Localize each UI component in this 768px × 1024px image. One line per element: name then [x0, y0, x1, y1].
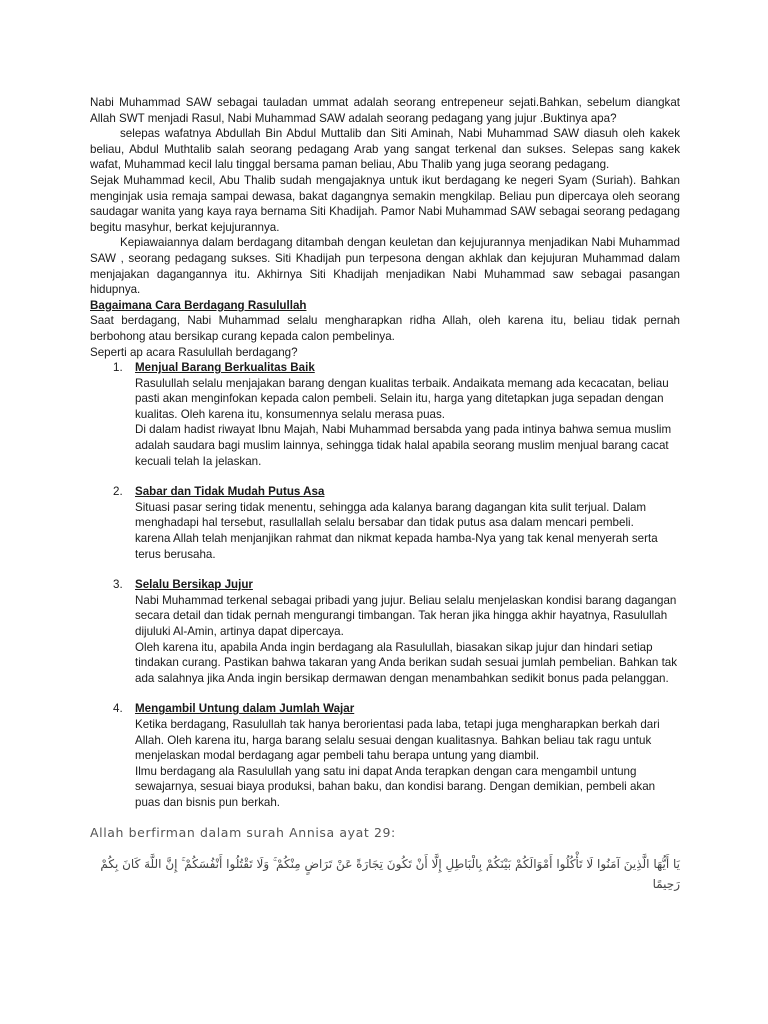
list-item-body — [135, 376, 680, 470]
list-item-paragraph: Rasulullah selalu menjajakan barang dengan kualitas terbaik. Andaikata memang ada kecacatan, beliau pasti akan menginfokan kepada calon pembeli. Selain itu, harga yang ditetapkan juga sepadan dengan kualitas. Oleh karena itu, konsumennya selalu merasa puas. — [135, 376, 669, 421]
list-item-body — [135, 717, 680, 811]
list-number: 1. — [113, 361, 123, 375]
intro-paragraph-4: Kepiawaiannya dalam berdagang ditambah dengan keuletan dan kejujurannya menjadikan Nabi Muhammad SAW , seorang pedagang sukses. Siti Khadijah pun terpesona dengan akhlak dan kejujuran Muhammad dalam menjajakan dagangannya itu. Akhirnya Siti Khadijah menjadikan Nabi Muhammad saw sebagai pasangan hidupnya. — [90, 236, 680, 297]
list-number: 4. — [113, 702, 123, 716]
section-question: Seperti ap acara Rasulullah berdagang? — [90, 345, 298, 359]
intro-paragraph-3: Sejak Muhammad kecil, Abu Thalib sudah mengajaknya untuk ikut berdagang ke negeri Syam (Suriah). Bahkan menginjak usia remaja sampai dewasa, bakat dagangnya semakin mengkilap. Beliau pun dipercaya oleh seorang saudagar wanita yang kaya raya bernama Siti Khadijah. Pamor Nabi Muhammad SAW sebagai seorang pedagang begitu masyhur, berkat kejujurannya. — [90, 173, 680, 234]
intro-paragraph-1: Nabi Muhammad SAW sebagai tauladan ummat adalah seorang entrepeneur sejati.Bahkan, sebelum diangkat Allah SWT menjadi Rasul, Nabi Muhammad SAW adalah seorang pedagang yang jujur .Buktinya apa? — [90, 96, 680, 125]
list-item — [90, 701, 680, 810]
list-item-body — [135, 500, 680, 562]
verse-intro: Allah berfirman dalam surah Annisa ayat 29: — [90, 824, 396, 840]
arabic-verse: يَا أَيُّهَا الَّذِينَ آمَنُوا لَا تَأْكُلُوا أَمْوَالَكُمْ بَيْنَكُمْ بِالْبَاطِلِ إِلَّا أَنْ تَكُونَ تِجَارَةً عَنْ تَرَاضٍ مِنْكُمْ ۚ وَلَا تَقْتُلُوا أَنْفُسَكُمْ ۚ إِنَّ اللَّهَ كَانَ بِكُمْ رَحِيمًا — [100, 857, 680, 892]
list-item — [90, 577, 680, 686]
list-item-paragraph: Ketika berdagang, Rasulullah tak hanya berorientasi pada laba, tetapi juga mengharapkan berkah dari Allah. Oleh karena itu, harga barang selalu sesuai dengan kualitasnya. Bahkan beliau tak ragu untuk menjelaskan modal berdagang agar pembeli tahu berapa untung yang diambil. — [135, 717, 660, 763]
list-item-body — [135, 593, 680, 687]
list-item-paragraph: Ilmu berdagang ala Rasulullah yang satu ini dapat Anda terapkan dengan cara mengambil untung sewajarnya, sesuai biaya produksi, bahan baku, dan kondisi barang. Dengan demikian, pembeli akan puas dan bisnis pun berkah. — [135, 764, 656, 809]
trading-tips-list — [90, 360, 680, 810]
list-item-paragraph: Oleh karena itu, apabila Anda ingin berdagang ala Rasulullah, biasakan sikap jujur dan hindari setiap tindakan curang. Pastikan bahwa takaran yang Anda berikan sudah sesuai jumlah pembelian. Bahkan tak ada salahnya jika Anda ingin bersikap dermawan dengan menambahkan sedikit bonus pada pelanggan. — [135, 640, 678, 685]
list-item-paragraph: karena Allah telah menjanjikan rahmat dan nikmat kepada hamba-Nya yang tak kenal menyerah serta terus berusaha. — [135, 532, 658, 561]
list-item — [90, 360, 680, 469]
list-item-paragraph: Situasi pasar sering tidak menentu, sehingga ada kalanya barang dagangan kita sulit terjual. Dalam menghadapi hal tersebut, rasullallah selalu bersabar dan tidak putus asa dalam mencari pembeli. — [135, 500, 647, 530]
intro-paragraph-2: selepas wafatnya Abdullah Bin Abdul Muttalib dan Siti Aminah, Nabi Muhammad SAW diasuh oleh kakek beliau, Abdul Muthtalib salah seorang pedagang Arab yang sangat terkenal dan sukses. Selepas sang kakek wafat, Muhammad kecil lalu tinggal bersama paman beliau, Abu Thalib yang juga seorang pedagang. — [90, 127, 680, 172]
list-item-paragraph: Di dalam hadist riwayat Ibnu Majah, Nabi Muhammad bersabda yang pada intinya bahwa semua muslim adalah saudara bagi muslim lainnya, sehingga tidak halal apabila seorang muslim menjual barang cacat kecuali telah Ia jelaskan. — [135, 423, 672, 468]
list-number: 3. — [113, 578, 123, 592]
list-item-title: Selalu Bersikap Jujur — [135, 578, 253, 592]
list-item-title: Menjual Barang Berkualitas Baik — [135, 361, 315, 375]
list-item-title: Sabar dan Tidak Mudah Putus Asa — [135, 485, 325, 499]
list-item-title: Mengambil Untung dalam Jumlah Wajar — [135, 702, 355, 716]
list-item — [90, 484, 680, 562]
document-content — [90, 95, 680, 894]
section-paragraph-1: Saat berdagang, Nabi Muhammad selalu mengharapkan ridha Allah, oleh karena itu, beliau tidak pernah berbohong atau bersikap curang kepada calon pembelinya. — [90, 314, 680, 343]
list-number: 2. — [113, 485, 123, 499]
section-heading: Bagaimana Cara Berdagang Rasulullah — [90, 298, 307, 312]
list-item-paragraph: Nabi Muhammad terkenal sebagai pribadi yang jujur. Beliau selalu menjelaskan kondisi barang dagangan secara detail dan tidak pernah mengurangi timbangan. Tak heran jika hingga akhir hayatnya, Rasulullah dijuluki Al-Amin, artinya dapat dipercaya. — [135, 593, 677, 638]
